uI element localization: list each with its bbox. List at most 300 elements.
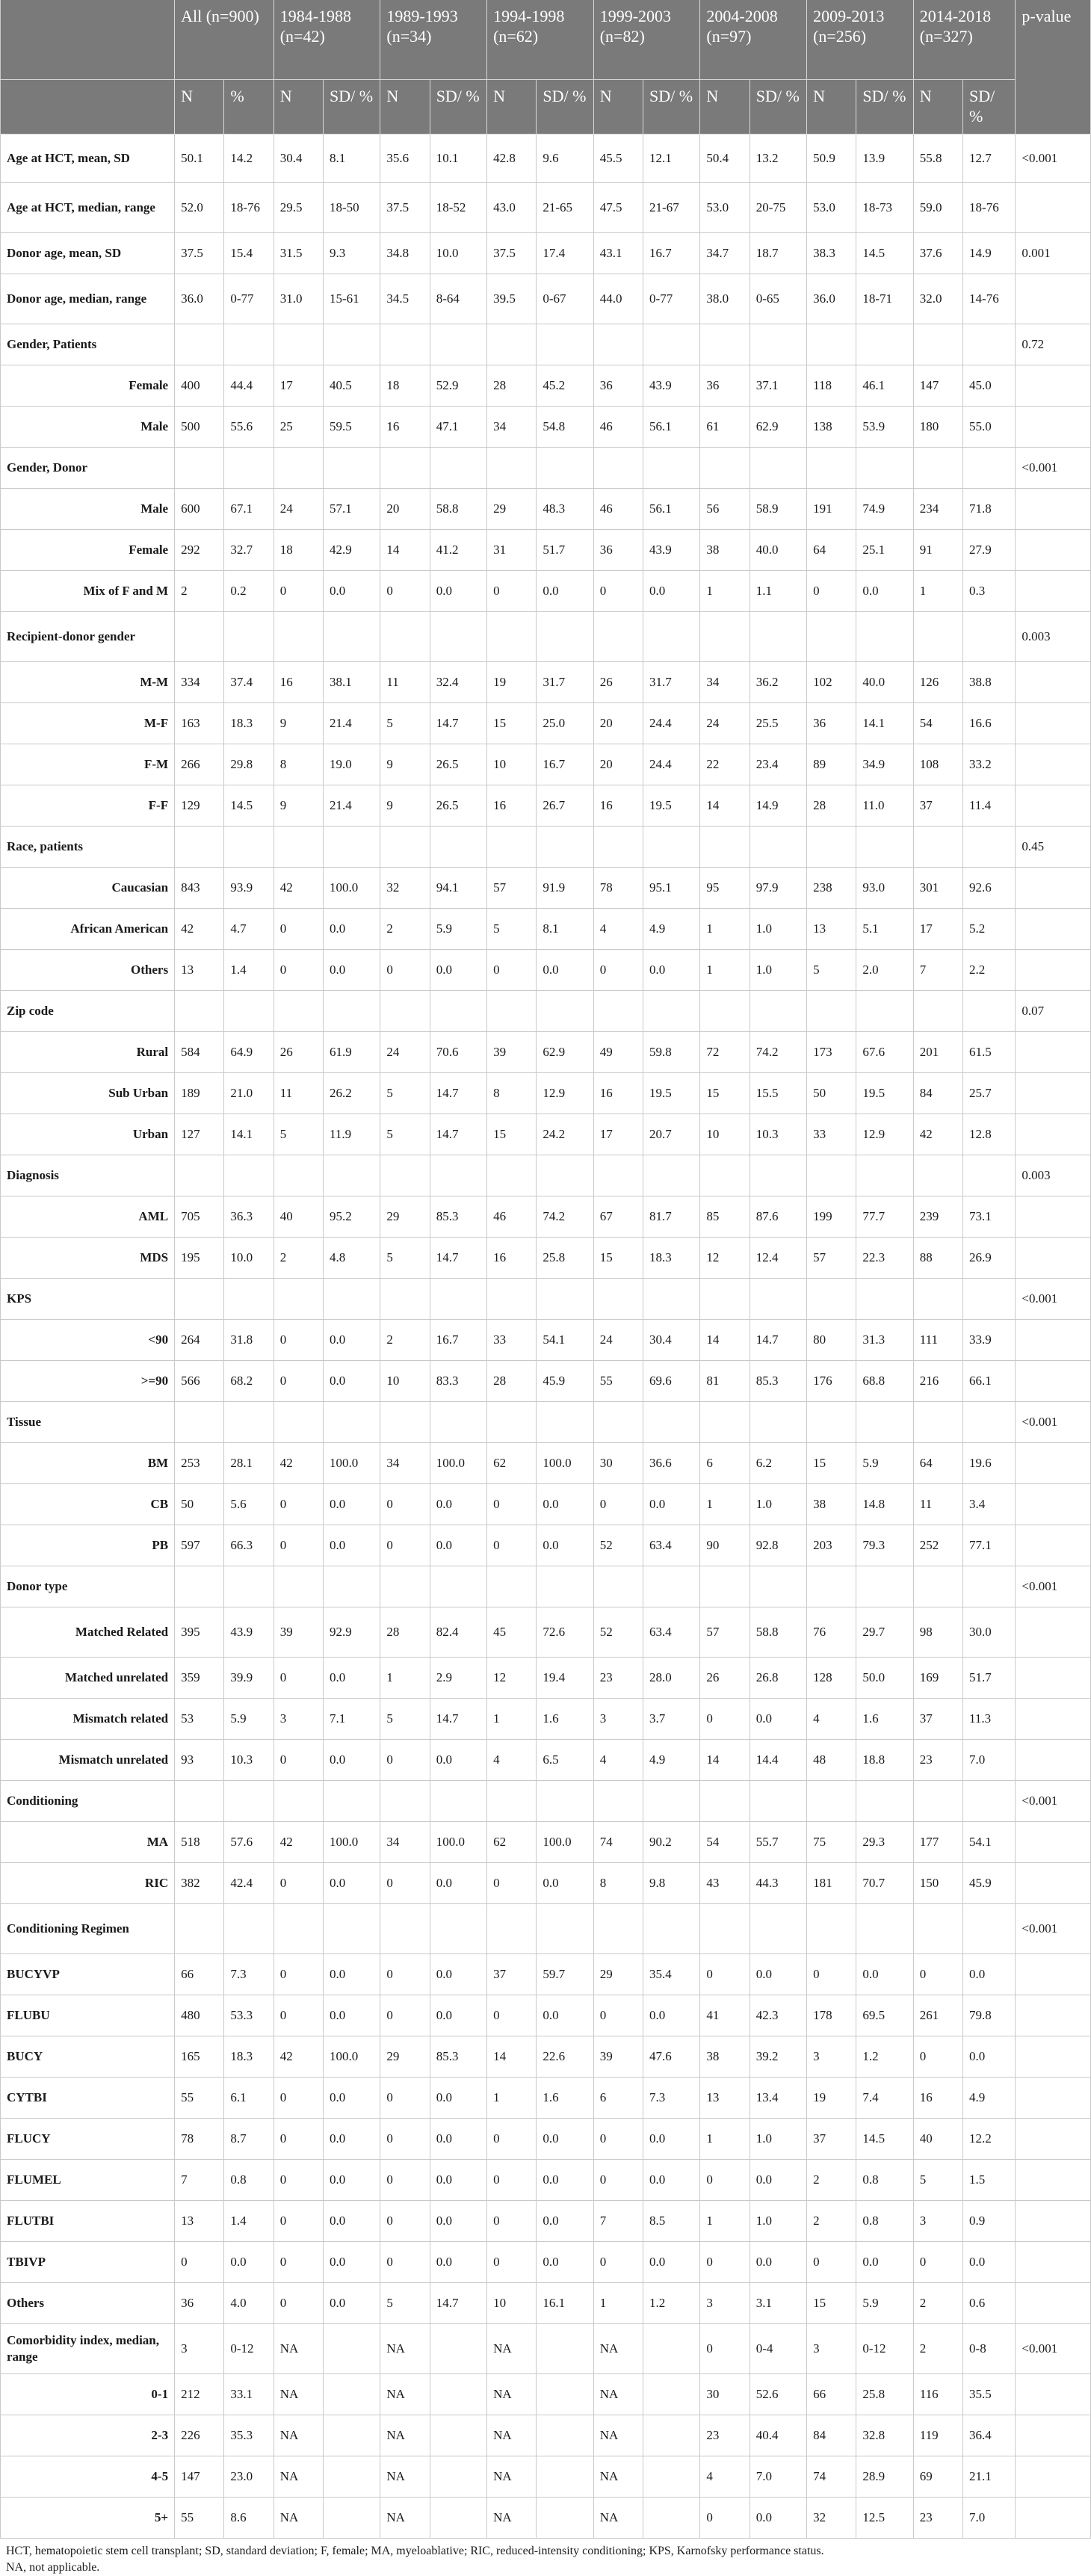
table-cell bbox=[380, 324, 430, 365]
table-cell bbox=[430, 1155, 486, 1196]
row-label: TBIVP bbox=[1, 2242, 175, 2283]
table-cell: 8-64 bbox=[430, 274, 486, 324]
table-cell bbox=[175, 1279, 224, 1320]
table-cell: 0-4 bbox=[750, 2324, 806, 2374]
table-cell: 42.8 bbox=[487, 135, 537, 183]
table-cell: 18.7 bbox=[750, 233, 806, 274]
table-cell: 359 bbox=[175, 1658, 224, 1699]
table-row bbox=[1, 1320, 1091, 1361]
table-cell bbox=[750, 1781, 806, 1822]
table-cell: 108 bbox=[913, 744, 962, 785]
table-cell bbox=[537, 2498, 593, 2539]
table-cell: 50.0 bbox=[856, 1658, 913, 1699]
table-cell: 32 bbox=[807, 2498, 856, 2539]
table-cell bbox=[856, 1279, 913, 1320]
table-cell: 177 bbox=[913, 1822, 962, 1863]
header-group: 2014-2018 (n=327) bbox=[913, 0, 1016, 80]
table-cell: 25.7 bbox=[963, 1073, 1016, 1114]
table-cell bbox=[963, 991, 1016, 1032]
pvalue-cell bbox=[1016, 2415, 1091, 2456]
pvalue-cell bbox=[1016, 744, 1091, 785]
table-row bbox=[1, 1279, 1091, 1320]
table-cell: 56 bbox=[700, 489, 750, 530]
table-cell: 30.4 bbox=[643, 1320, 700, 1361]
table-cell: 199 bbox=[807, 1196, 856, 1238]
table-cell: 11.0 bbox=[856, 785, 913, 827]
table-cell bbox=[856, 1566, 913, 1607]
table-cell: NA bbox=[593, 2324, 643, 2374]
table-cell: 25 bbox=[273, 407, 323, 448]
table-cell: 50.1 bbox=[175, 135, 224, 183]
table-cell: 13.2 bbox=[750, 135, 806, 183]
table-cell: 1.5 bbox=[963, 2160, 1016, 2201]
table-cell: 91.9 bbox=[537, 868, 593, 909]
table-cell: 0 bbox=[175, 2242, 224, 2283]
table-cell: 100.0 bbox=[324, 1822, 380, 1863]
table-cell: 93 bbox=[175, 1740, 224, 1781]
table-cell: 22.6 bbox=[537, 2036, 593, 2078]
table-cell: 0.0 bbox=[430, 571, 486, 612]
pvalue-cell bbox=[1016, 785, 1091, 827]
table-cell bbox=[643, 2324, 700, 2374]
pvalue-cell: 0.003 bbox=[1016, 1155, 1091, 1196]
table-row bbox=[1, 612, 1091, 662]
header-subcolumn: SD/ % bbox=[643, 80, 700, 135]
table-cell: 7 bbox=[913, 950, 962, 991]
table-cell: 35.6 bbox=[380, 135, 430, 183]
table-cell: 5 bbox=[273, 1114, 323, 1155]
table-row bbox=[1, 662, 1091, 703]
table-cell: 0.0 bbox=[324, 2242, 380, 2283]
row-label: 0-1 bbox=[1, 2374, 175, 2415]
row-label: Mismatch related bbox=[1, 1699, 175, 1740]
table-cell: 74 bbox=[593, 1822, 643, 1863]
row-label: Sub Urban bbox=[1, 1073, 175, 1114]
table-cell: 19.6 bbox=[963, 1443, 1016, 1484]
table-cell: NA bbox=[273, 2498, 323, 2539]
table-cell: 52 bbox=[593, 1607, 643, 1658]
table-row bbox=[1, 1032, 1091, 1073]
table-cell: 0.0 bbox=[430, 1863, 486, 1904]
table-cell bbox=[643, 1781, 700, 1822]
table-cell: 14.7 bbox=[430, 1699, 486, 1740]
table-cell bbox=[913, 1279, 962, 1320]
table-cell: NA bbox=[380, 2374, 430, 2415]
table-cell: 20 bbox=[380, 489, 430, 530]
table-cell bbox=[856, 1155, 913, 1196]
pvalue-cell bbox=[1016, 2036, 1091, 2078]
table-cell: 0 bbox=[380, 2201, 430, 2242]
table-cell: 45.9 bbox=[963, 1863, 1016, 1904]
table-cell: 37.4 bbox=[224, 662, 273, 703]
table-cell: 51.7 bbox=[963, 1658, 1016, 1699]
table-cell: 12.2 bbox=[963, 2119, 1016, 2160]
table-cell: 234 bbox=[913, 489, 962, 530]
pvalue-cell bbox=[1016, 2498, 1091, 2539]
table-cell bbox=[224, 1279, 273, 1320]
row-label: Matched Related bbox=[1, 1607, 175, 1658]
table-cell: 0.0 bbox=[430, 2242, 486, 2283]
table-cell: 0 bbox=[380, 2119, 430, 2160]
table-cell: 29 bbox=[487, 489, 537, 530]
table-cell: 14.5 bbox=[856, 2119, 913, 2160]
table-cell: 30.4 bbox=[273, 135, 323, 183]
table-row bbox=[1, 365, 1091, 407]
table-cell: 26.2 bbox=[324, 1073, 380, 1114]
table-cell: 7.3 bbox=[643, 2078, 700, 2119]
table-cell: 11 bbox=[273, 1073, 323, 1114]
table-cell: 33 bbox=[807, 1114, 856, 1155]
table-cell: 0 bbox=[487, 950, 537, 991]
table-cell: 1.4 bbox=[224, 2201, 273, 2242]
table-cell: 3 bbox=[273, 1699, 323, 1740]
pvalue-cell bbox=[1016, 703, 1091, 744]
table-cell: 8.1 bbox=[324, 135, 380, 183]
table-cell: 5.9 bbox=[856, 1443, 913, 1484]
table-cell bbox=[324, 1402, 380, 1443]
table-cell: 66 bbox=[807, 2374, 856, 2415]
table-cell bbox=[750, 991, 806, 1032]
table-cell: 500 bbox=[175, 407, 224, 448]
table-cell: 9.3 bbox=[324, 233, 380, 274]
table-cell: 4.7 bbox=[224, 909, 273, 950]
table-cell bbox=[963, 448, 1016, 489]
table-cell bbox=[430, 827, 486, 868]
table-cell: 264 bbox=[175, 1320, 224, 1361]
table-cell: 34 bbox=[380, 1443, 430, 1484]
table-row bbox=[1, 530, 1091, 571]
table-cell: 8.7 bbox=[224, 2119, 273, 2160]
table-cell: NA bbox=[487, 2324, 537, 2374]
table-cell: 0 bbox=[273, 2283, 323, 2324]
table-cell: 68.8 bbox=[856, 1361, 913, 1402]
table-cell: 55.7 bbox=[750, 1822, 806, 1863]
table-cell bbox=[430, 2415, 486, 2456]
table-cell: 45.2 bbox=[537, 365, 593, 407]
table-cell: 33.2 bbox=[963, 744, 1016, 785]
table-cell: 23 bbox=[593, 1658, 643, 1699]
table-cell bbox=[224, 324, 273, 365]
table-cell bbox=[913, 1904, 962, 1954]
table-cell: 80 bbox=[807, 1320, 856, 1361]
table-cell: 14.5 bbox=[224, 785, 273, 827]
pvalue-cell bbox=[1016, 1073, 1091, 1114]
row-label: M-M bbox=[1, 662, 175, 703]
table-cell: 14.9 bbox=[750, 785, 806, 827]
table-cell: 0.0 bbox=[324, 1740, 380, 1781]
table-cell: 0 bbox=[273, 571, 323, 612]
table-cell bbox=[537, 2324, 593, 2374]
table-cell: 600 bbox=[175, 489, 224, 530]
table-cell: 14-76 bbox=[963, 274, 1016, 324]
table-cell: 33.9 bbox=[963, 1320, 1016, 1361]
pvalue-cell bbox=[1016, 1863, 1091, 1904]
table-row bbox=[1, 2374, 1091, 2415]
table-cell: 14.9 bbox=[963, 233, 1016, 274]
table-cell: 66.3 bbox=[224, 1525, 273, 1566]
table-cell: 1.0 bbox=[750, 2201, 806, 2242]
pvalue-cell bbox=[1016, 1361, 1091, 1402]
table-header bbox=[1, 0, 1091, 135]
table-cell: NA bbox=[273, 2456, 323, 2498]
pvalue-cell bbox=[1016, 1114, 1091, 1155]
table-cell: 85.3 bbox=[430, 1196, 486, 1238]
table-cell bbox=[224, 827, 273, 868]
table-cell: 0 bbox=[487, 571, 537, 612]
table-cell: 1.1 bbox=[750, 571, 806, 612]
table-cell: 52.0 bbox=[175, 183, 224, 233]
table-cell bbox=[430, 1566, 486, 1607]
table-cell: 0 bbox=[380, 2242, 430, 2283]
table-cell: 54.8 bbox=[537, 407, 593, 448]
table-cell: 46 bbox=[593, 489, 643, 530]
table-cell bbox=[643, 2415, 700, 2456]
table-cell: 15 bbox=[487, 703, 537, 744]
table-cell: 1.0 bbox=[750, 950, 806, 991]
table-cell: 1 bbox=[700, 909, 750, 950]
table-cell: 0.0 bbox=[430, 950, 486, 991]
table-cell: 14.7 bbox=[430, 2283, 486, 2324]
table-cell: NA bbox=[487, 2498, 537, 2539]
table-cell bbox=[430, 1279, 486, 1320]
table-cell: 0 bbox=[273, 2201, 323, 2242]
table-cell: 61 bbox=[700, 407, 750, 448]
table-cell: 42 bbox=[273, 1822, 323, 1863]
table-cell: 0.0 bbox=[750, 2160, 806, 2201]
table-cell bbox=[380, 1904, 430, 1954]
pvalue-cell bbox=[1016, 1196, 1091, 1238]
table-cell: 32.4 bbox=[430, 662, 486, 703]
table-cell: 55 bbox=[593, 1361, 643, 1402]
header-subcolumn: N bbox=[700, 80, 750, 135]
header-group: 1984-1988 (n=42) bbox=[273, 0, 380, 80]
table-cell: 25.8 bbox=[856, 2374, 913, 2415]
table-cell bbox=[224, 991, 273, 1032]
pvalue-cell: <0.001 bbox=[1016, 1402, 1091, 1443]
row-label: Tissue bbox=[1, 1402, 175, 1443]
table-cell: 39 bbox=[273, 1607, 323, 1658]
table-cell: 10.1 bbox=[430, 135, 486, 183]
header-group: 1994-1998 (n=62) bbox=[487, 0, 594, 80]
table-cell: NA bbox=[593, 2415, 643, 2456]
table-cell: 0 bbox=[273, 1484, 323, 1525]
table-cell: 90.2 bbox=[643, 1822, 700, 1863]
table-cell bbox=[750, 1402, 806, 1443]
table-cell: 30 bbox=[700, 2374, 750, 2415]
table-cell: 843 bbox=[175, 868, 224, 909]
table-cell: 38 bbox=[700, 2036, 750, 2078]
table-cell bbox=[700, 612, 750, 662]
table-cell: 5 bbox=[380, 1114, 430, 1155]
table-cell bbox=[487, 991, 537, 1032]
row-label: RIC bbox=[1, 1863, 175, 1904]
table-cell: 16 bbox=[487, 785, 537, 827]
table-cell: 10.3 bbox=[750, 1114, 806, 1155]
pvalue-cell bbox=[1016, 1607, 1091, 1658]
table-cell bbox=[700, 1402, 750, 1443]
table-cell: 32.8 bbox=[856, 2415, 913, 2456]
table-cell: NA bbox=[487, 2374, 537, 2415]
table-cell bbox=[913, 1155, 962, 1196]
table-cell: 34 bbox=[380, 1822, 430, 1863]
table-cell: 21.0 bbox=[224, 1073, 273, 1114]
table-cell bbox=[700, 1155, 750, 1196]
table-cell: 0.0 bbox=[963, 1954, 1016, 1995]
table-cell: 20-75 bbox=[750, 183, 806, 233]
table-row bbox=[1, 1238, 1091, 1279]
table-cell bbox=[537, 2374, 593, 2415]
table-cell: 0.0 bbox=[430, 1995, 486, 2036]
table-cell bbox=[700, 324, 750, 365]
table-cell: 17 bbox=[913, 909, 962, 950]
table-cell: 0.0 bbox=[643, 1484, 700, 1525]
pvalue-cell: <0.001 bbox=[1016, 1904, 1091, 1954]
header-subcolumn: SD/ % bbox=[750, 80, 806, 135]
table-cell: 53.9 bbox=[856, 407, 913, 448]
table-cell: 25.1 bbox=[856, 530, 913, 571]
table-cell: 0.2 bbox=[224, 571, 273, 612]
table-cell: 5 bbox=[487, 909, 537, 950]
table-cell: 0.0 bbox=[324, 1863, 380, 1904]
row-label: Caucasian bbox=[1, 868, 175, 909]
table-cell: 7 bbox=[175, 2160, 224, 2201]
table-cell: 28 bbox=[487, 365, 537, 407]
table-cell: 50.4 bbox=[700, 135, 750, 183]
table-cell: 16.7 bbox=[537, 744, 593, 785]
table-cell: 36 bbox=[593, 365, 643, 407]
table-cell bbox=[537, 991, 593, 1032]
table-cell: 0.0 bbox=[537, 2201, 593, 2242]
table-cell bbox=[593, 612, 643, 662]
table-cell: 0 bbox=[487, 2242, 537, 2283]
table-cell: 95.2 bbox=[324, 1196, 380, 1238]
table-cell bbox=[175, 448, 224, 489]
table-cell bbox=[537, 448, 593, 489]
table-cell bbox=[963, 1402, 1016, 1443]
table-cell: 34.7 bbox=[700, 233, 750, 274]
table-cell bbox=[537, 612, 593, 662]
pvalue-cell bbox=[1016, 2160, 1091, 2201]
table-cell bbox=[700, 827, 750, 868]
table-cell: 78 bbox=[593, 868, 643, 909]
pvalue-cell bbox=[1016, 1525, 1091, 1566]
table-cell bbox=[750, 1155, 806, 1196]
table-cell: 4.9 bbox=[963, 2078, 1016, 2119]
header-subcolumn: % bbox=[224, 80, 273, 135]
table-cell: 0 bbox=[380, 571, 430, 612]
table-cell: 17 bbox=[593, 1114, 643, 1155]
table-row bbox=[1, 1114, 1091, 1155]
table-cell bbox=[175, 612, 224, 662]
header-subcolumn: N bbox=[913, 80, 962, 135]
table-cell bbox=[963, 1566, 1016, 1607]
table-cell bbox=[963, 1279, 1016, 1320]
table-cell: 0 bbox=[913, 2036, 962, 2078]
table-cell: 31.7 bbox=[643, 662, 700, 703]
table-cell: 191 bbox=[807, 489, 856, 530]
table-cell: 85.3 bbox=[430, 2036, 486, 2078]
table-cell: 53.3 bbox=[224, 1995, 273, 2036]
pvalue-cell: <0.001 bbox=[1016, 1566, 1091, 1607]
table-row bbox=[1, 324, 1091, 365]
table-cell bbox=[380, 1155, 430, 1196]
table-cell: 92.9 bbox=[324, 1607, 380, 1658]
table-cell: 118 bbox=[807, 365, 856, 407]
table-cell: 31.0 bbox=[273, 274, 323, 324]
table-cell bbox=[963, 1781, 1016, 1822]
table-cell: 1.6 bbox=[537, 2078, 593, 2119]
table-cell: 0-77 bbox=[643, 274, 700, 324]
table-cell: 59.8 bbox=[643, 1032, 700, 1073]
table-cell: 0 bbox=[487, 2160, 537, 2201]
table-cell: 0.0 bbox=[324, 1361, 380, 1402]
table-cell: 5 bbox=[380, 1238, 430, 1279]
table-cell: 1 bbox=[700, 571, 750, 612]
table-cell: 40 bbox=[273, 1196, 323, 1238]
table-cell: 0 bbox=[273, 1863, 323, 1904]
pvalue-cell bbox=[1016, 571, 1091, 612]
table-row bbox=[1, 1863, 1091, 1904]
table-cell: 20 bbox=[593, 744, 643, 785]
table-cell: 5.2 bbox=[963, 909, 1016, 950]
table-cell: 18.3 bbox=[643, 1238, 700, 1279]
table-row bbox=[1, 1361, 1091, 1402]
table-cell bbox=[593, 991, 643, 1032]
table-cell: 1 bbox=[380, 1658, 430, 1699]
row-label: KPS bbox=[1, 1279, 175, 1320]
header-group: 1989-1993 (n=34) bbox=[380, 0, 487, 80]
row-label: Gender, Donor bbox=[1, 448, 175, 489]
table-cell: 0 bbox=[593, 2160, 643, 2201]
header-group: All (n=900) bbox=[175, 0, 274, 80]
table-cell: 216 bbox=[913, 1361, 962, 1402]
table-cell: 38 bbox=[700, 530, 750, 571]
table-cell: 18-76 bbox=[224, 183, 273, 233]
table-cell bbox=[224, 448, 273, 489]
table-cell: 334 bbox=[175, 662, 224, 703]
table-cell bbox=[537, 1781, 593, 1822]
table-cell: 74.2 bbox=[537, 1196, 593, 1238]
pvalue-cell: <0.001 bbox=[1016, 2324, 1091, 2374]
table-cell: 24.2 bbox=[537, 1114, 593, 1155]
table-cell: 2 bbox=[380, 909, 430, 950]
table-cell: 2 bbox=[807, 2160, 856, 2201]
table-cell: 40.0 bbox=[750, 530, 806, 571]
pvalue-cell bbox=[1016, 407, 1091, 448]
table-cell: 34 bbox=[700, 662, 750, 703]
table-cell: 13 bbox=[807, 909, 856, 950]
table-row bbox=[1, 2324, 1091, 2374]
table-cell: 46 bbox=[593, 407, 643, 448]
table-cell: 66.1 bbox=[963, 1361, 1016, 1402]
table-cell: 31.7 bbox=[537, 662, 593, 703]
row-label: Male bbox=[1, 407, 175, 448]
table-row bbox=[1, 1740, 1091, 1781]
table-row bbox=[1, 1658, 1091, 1699]
row-label: BM bbox=[1, 1443, 175, 1484]
table-cell: 29 bbox=[380, 1196, 430, 1238]
table-row bbox=[1, 183, 1091, 233]
table-cell bbox=[430, 2456, 486, 2498]
row-label: AML bbox=[1, 1196, 175, 1238]
pvalue-cell: 0.003 bbox=[1016, 612, 1091, 662]
table-cell bbox=[700, 1904, 750, 1954]
table-cell: 100.0 bbox=[430, 1443, 486, 1484]
table-cell: 61.9 bbox=[324, 1032, 380, 1073]
table-cell: 19 bbox=[807, 2078, 856, 2119]
table-cell: 16.7 bbox=[643, 233, 700, 274]
pvalue-cell bbox=[1016, 2201, 1091, 2242]
